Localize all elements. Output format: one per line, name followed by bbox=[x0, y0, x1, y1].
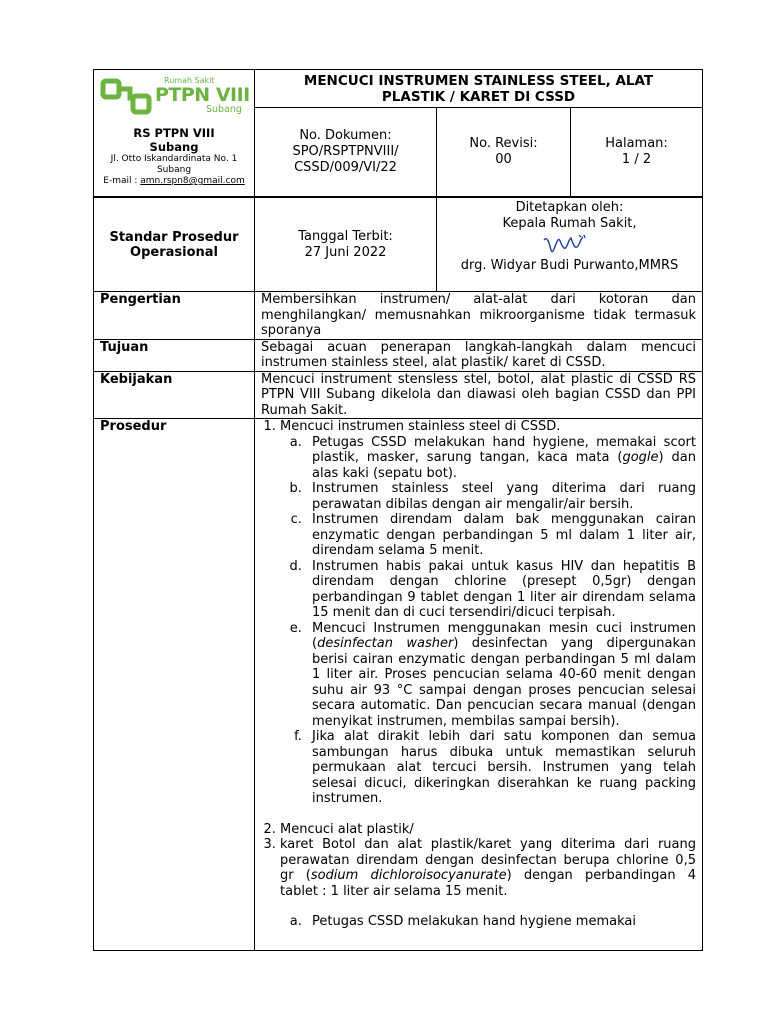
spo-label bbox=[94, 198, 255, 292]
procedure-step-3: 3. karet Botol dan alat plastik/karet yang diterima dari ruang perawatan direndam dengan desinfectan berupa chlorine 0,5 gr (sodium dichloroisocyanurate) dengan perbandingan 4 tablet : 1 liter air selama 15 menit. a. Petugas CSSD melakukan hand hygiene memakai bbox=[280, 837, 696, 930]
logo-main-text: PTPN VIII bbox=[155, 84, 250, 106]
substep-1a: a. Petugas CSSD melakukan hand hygiene, memakai scort plastik, masker, sarung tangan, kaca mata (gogle) dan alas kaki (sepatu bot). bbox=[306, 435, 696, 482]
kebijakan-text: Mencuci instrument stensless stel, botol, alat plastic di CSSD RS PTPN VIII Subang dikelola dan diawasi oleh bagian CSSD dan PPI Rumah Sakit. bbox=[255, 371, 703, 419]
hospital-name-line2: Subang bbox=[149, 140, 199, 154]
page-value: 1 / 2 bbox=[621, 152, 652, 167]
hospital-address bbox=[94, 154, 254, 187]
approver-role: Kepala Rumah Sakit, bbox=[502, 216, 637, 231]
revision-label: No. Revisi: bbox=[469, 136, 538, 151]
hospital-name-line1: RS PTPN VIII bbox=[133, 126, 215, 140]
title-line1: MENCUCI INSTRUMEN STAINLESS STEEL, ALAT bbox=[303, 72, 654, 89]
pengertian-label: Pengertian bbox=[94, 292, 255, 340]
title-line2: PLASTIK / KARET DI CSSD bbox=[381, 88, 576, 105]
email-label: E-mail : bbox=[103, 176, 138, 186]
approver-name: drg. Widyar Budi Purwanto,MMRS bbox=[460, 258, 679, 273]
substep-3a: a. Petugas CSSD melakukan hand hygiene memakai bbox=[306, 914, 696, 930]
email-link[interactable]: amn.rspn8@gmail.com bbox=[140, 176, 245, 186]
page-cell bbox=[571, 108, 703, 197]
hospital-name bbox=[94, 126, 254, 154]
step-1-substeps bbox=[280, 435, 696, 807]
substep-1f: f. Jika alat dirakit lebih dari satu komponen dan semua sambungan harus dibuka untuk memastikan seluruh permukaan alat tercuci bersih. Instrumen yang telah selesai dicuci, dikeringkan diserahkan ke ruang packing instrumen. bbox=[306, 729, 696, 807]
logo-sub-text: Subang bbox=[206, 104, 242, 115]
hospital-identity-cell bbox=[94, 70, 255, 197]
logo-small-text: Rumah Sakit bbox=[164, 76, 215, 85]
issue-date-value: 27 Juni 2022 bbox=[304, 244, 387, 260]
revision-cell bbox=[437, 108, 571, 197]
address-line2: Subang bbox=[156, 165, 192, 175]
kebijakan-label: Kebijakan bbox=[94, 371, 255, 419]
hospital-email bbox=[94, 176, 254, 187]
tujuan-text: Sebagai acuan penerapan langkah-langkah dalam mencuci instrumen stainless steel, alat plastik/ karet di CSSD. bbox=[255, 339, 703, 371]
approval-cell bbox=[437, 198, 703, 292]
procedure-list bbox=[261, 419, 696, 930]
issue-date-label: Tanggal Terbit: bbox=[298, 228, 393, 244]
body-table bbox=[93, 197, 703, 951]
hospital-logo bbox=[100, 72, 254, 126]
step-1-text: Mencuci instrumen stainless steel di CSSD. bbox=[280, 419, 561, 434]
doc-number-line2: CSSD/009/VI/22 bbox=[294, 160, 397, 175]
procedure-step-1 bbox=[280, 419, 696, 822]
substep-1c: c. Instrumen direndam dalam bak menggunakan cairan enzymatic dengan perbandingan 5 ml dalam 1 liter air, direndam selama 5 menit. bbox=[306, 512, 696, 559]
page-label: Halaman: bbox=[605, 136, 668, 151]
pengertian-text: Membersihkan instrumen/ alat-alat dari kotoran dan menghilangkan/ memusnahkan mikroorganisme tidak termasuk sporanya bbox=[255, 292, 703, 340]
approved-by-label: Ditetapkan oleh: bbox=[515, 200, 624, 215]
address-line1: Jl. Otto Iskandardinata No. 1 bbox=[110, 154, 238, 164]
procedure-step-2: 2. Mencuci alat plastik/ bbox=[280, 822, 696, 838]
revision-value: 00 bbox=[495, 152, 512, 167]
doc-number-label: No. Dokumen: bbox=[299, 128, 392, 143]
prosedur-content bbox=[255, 419, 703, 951]
step-3-substeps bbox=[280, 914, 696, 930]
document-title bbox=[255, 70, 703, 108]
doc-number-cell bbox=[255, 108, 437, 197]
signature bbox=[540, 234, 600, 258]
substep-1b: b. Instrumen stainless steel yang diterima dari ruang perawatan dibilas dengan air mengalir/air bersih. bbox=[306, 481, 696, 512]
header-table bbox=[93, 69, 703, 197]
spo-label-line1: Standar Prosedur bbox=[109, 229, 239, 245]
tujuan-label: Tujuan bbox=[94, 339, 255, 371]
spo-label-line2: Operasional bbox=[130, 244, 218, 260]
substep-1d: d. Instrumen habis pakai untuk kasus HIV dan hepatitis B direndam dengan chlorine (presept 0,5gr) dengan perbandingan 9 tablet dengan 1 liter air direndam selama 15 menit dan di cuci tersendiri/dicuci terpisah. bbox=[306, 559, 696, 621]
substep-1e: e. Mencuci Instrumen menggunakan mesin cuci instrumen (desinfectan washer) desinfectan yang dipergunakan berisi cairan enzymatic dengan perbandingan 5 ml dalam 1 liter air. Proses pencucian selama 40-60 menit dengan suhu air 93 °C sampai dengan proses pencucian selesai secara automatic. Dan pencucian secara manual (dengan menyikat instrumen, membilas sampai bersih). bbox=[306, 621, 696, 730]
logo-mark-icon bbox=[100, 78, 156, 118]
issue-date-cell bbox=[255, 198, 437, 292]
prosedur-label: Prosedur bbox=[94, 419, 255, 951]
doc-number-line1: SPO/RSPTPNVIII/ bbox=[292, 144, 399, 159]
